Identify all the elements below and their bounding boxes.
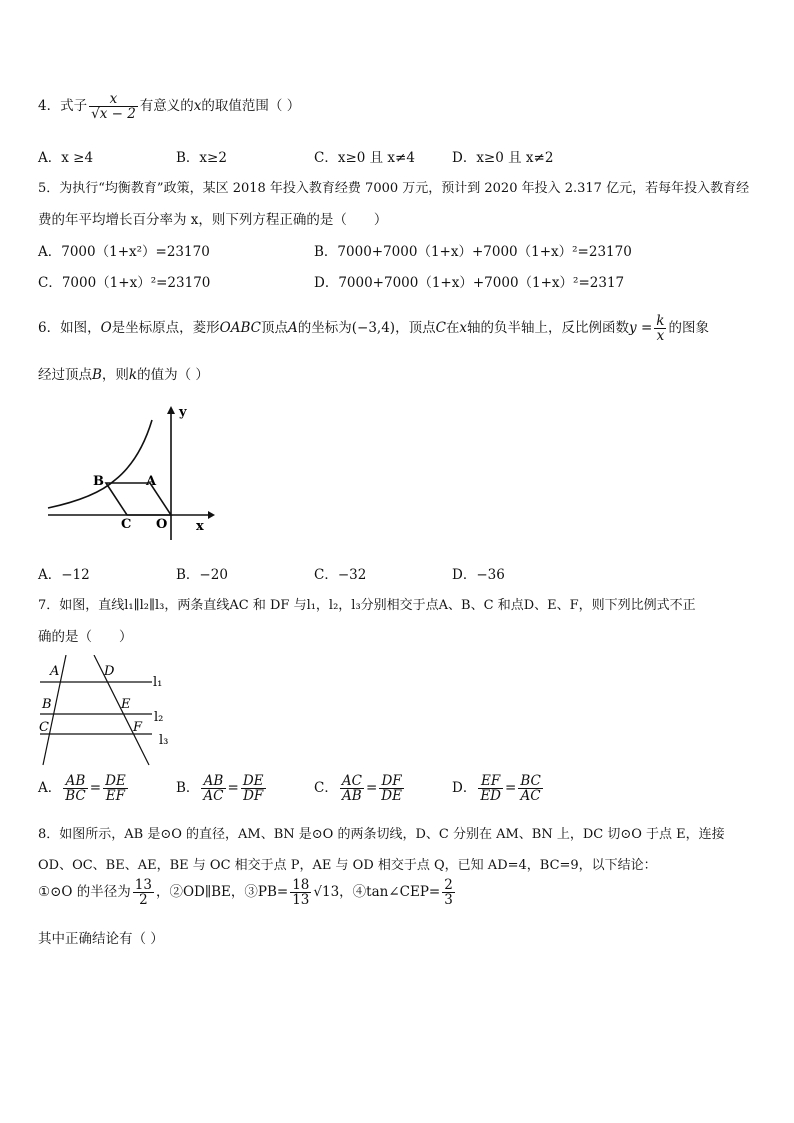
q7-label-l3: l₃ <box>159 733 169 748</box>
q7-option-d[interactable]: D． $\frac{EF}{ED}$ = $\frac{BC}{AC}$ <box>452 773 541 805</box>
q6-stem <box>38 314 709 343</box>
q7-a-d2: EF <box>105 788 126 805</box>
q8-line4: 其中正确结论有（ ） <box>38 931 164 947</box>
q7-label-l1: l₁ <box>153 675 163 690</box>
q7-d-d2: AC <box>520 788 541 805</box>
q7-b-d1: AC <box>203 788 224 805</box>
q6-var-k: k <box>128 367 138 383</box>
q5-option-a[interactable]: A．7000（1+x²）=23170 <box>38 244 210 260</box>
q7-b-label: B． <box>176 780 200 797</box>
q6-var-a: A <box>288 320 298 337</box>
q6-text-4: 的坐标为 <box>297 320 352 337</box>
q4-text-b: 的取值范围（ ） <box>201 98 301 115</box>
q7-d-n1: EF <box>478 774 503 789</box>
q4-frac-num: x <box>89 92 138 107</box>
q7-b-frac2 <box>241 774 266 803</box>
q7-a-n1: AB <box>63 774 88 789</box>
q7-c-d1: AB <box>342 788 362 805</box>
q5-line1: 5．为执行“均衡教育”政策，某区 2018 年投入教育经费 7000 万元，预计到 2020 年投入 2.317 亿元，若每年投入教育经 <box>38 181 750 196</box>
q8-c4-frac <box>442 878 455 907</box>
q7-label-d: D <box>104 664 115 679</box>
q6-text-3: 顶点 <box>261 320 288 337</box>
q4-option-b[interactable]: B．x≥2 <box>176 150 227 166</box>
q8-c3-num: 18 <box>292 877 310 893</box>
q7-label-e: E <box>121 697 131 712</box>
q8-c3-den: 13 <box>292 892 310 909</box>
q8-c1-num: 13 <box>134 877 152 893</box>
q5-line2: 费的年平均增长百分率为 x，则下列方程正确的是（ ） <box>38 212 388 228</box>
q7-b-d2: DF <box>243 788 264 805</box>
q4-var: x <box>193 98 202 115</box>
q7-label-f: F <box>133 720 143 735</box>
q6-line2-c: 的值为（ ） <box>137 367 209 383</box>
q6-label-a: A <box>146 474 157 489</box>
q6-option-d[interactable]: D．−36 <box>452 567 505 583</box>
q6-hyperbola <box>48 420 152 508</box>
q6-fraction <box>654 314 666 343</box>
q7-d-d1: ED <box>480 788 502 805</box>
q6-option-c[interactable]: C．−32 <box>314 567 367 583</box>
q6-y-arrow-icon <box>167 406 175 414</box>
q6-text-2: 是坐标原点，菱形 <box>111 320 220 337</box>
q7-b-frac1 <box>201 774 225 803</box>
q6-text-5: ，顶点 <box>395 320 436 337</box>
q8-c4-num: 2 <box>444 877 453 893</box>
q6-line2-a: 经过顶点 <box>38 367 92 383</box>
q7-label-l2: l₂ <box>154 710 164 725</box>
q4-option-a[interactable]: A．x ≥4 <box>38 150 94 166</box>
q7-label-b: B <box>42 697 52 712</box>
q7-d-label: D． <box>452 780 477 797</box>
q8-conclusions <box>38 878 457 907</box>
q7-c-label: C． <box>314 780 338 797</box>
q4-text-a: 有意义的 <box>139 98 194 115</box>
q7-option-a[interactable]: A． $\frac{AB}{BC}$ = $\frac{DE}{EF}$ <box>38 773 126 805</box>
q6-coord: (−3,4) <box>351 320 396 337</box>
q7-label-c: C <box>39 720 49 735</box>
q6-line2-b: ，则 <box>101 367 129 383</box>
q7-b-n1: AB <box>201 774 225 789</box>
q6-var-c: C <box>435 320 446 337</box>
q4-stem <box>38 92 300 121</box>
q8-line2: OD、OC、BE、AE，BE 与 OC 相交于点 P，AE 与 OD 相交于点 Q，已知 AD=4，BC=9，以下结论： <box>38 858 657 873</box>
q7-a-d1: BC <box>65 788 86 805</box>
q5-option-c[interactable]: C．7000（1+x）²=23170 <box>38 275 211 291</box>
q8-c1: ①⊙O 的半径为 <box>38 884 131 901</box>
q6-frac-num: k <box>656 313 665 329</box>
q6-y-eq: y = <box>629 320 653 337</box>
q6-var-o: O <box>100 320 112 337</box>
q7-a-frac2 <box>103 774 128 803</box>
q6-var-b: B <box>92 367 102 383</box>
q6-var-oabc: OABC <box>219 320 261 337</box>
q4-frac-den: √x − 2 <box>91 106 136 123</box>
q7-line2: 确的是（ ） <box>38 629 133 645</box>
q6-x-arrow-icon <box>208 511 215 519</box>
q7-a-frac1 <box>63 774 88 803</box>
q7-label-a: A <box>50 664 60 679</box>
q6-text-6: 在 <box>445 320 460 337</box>
q7-a-label: A． <box>38 780 62 797</box>
q8-c1-den: 2 <box>139 892 148 909</box>
q7-d-frac2 <box>518 774 543 803</box>
q6-text-1: 6．如图， <box>38 320 101 337</box>
q7-c-n2: DF <box>379 774 404 789</box>
q8-line1: 8．如图所示，AB 是⊙O 的直径，AM、BN 是⊙O 的两条切线，D、C 分别在 AM、BN 上，DC 切⊙O 于点 E，连接 <box>38 827 725 842</box>
q4-fraction <box>89 92 138 121</box>
q6-var-x: x <box>459 320 468 337</box>
q7-a-n2: DE <box>105 773 126 789</box>
q4-option-c[interactable]: C．x≥0 且 x≠4 <box>314 150 415 166</box>
q6-frac-den: x <box>656 328 665 345</box>
q6-label-c: C <box>121 517 132 532</box>
q7-d-n2: BC <box>520 773 541 789</box>
q6-label-x: x <box>196 519 204 534</box>
q5-option-b[interactable]: B．7000+7000（1+x）+7000（1+x）²=23170 <box>314 244 632 260</box>
q6-label-o: O <box>156 517 168 532</box>
q6-rhombus <box>106 483 171 515</box>
q7-option-b[interactable]: B． $\frac{AB}{AC}$ = $\frac{DE}{DF}$ <box>176 773 264 805</box>
q8-c3-frac <box>290 878 311 907</box>
q8-c1-frac <box>133 878 154 907</box>
q7-c-d2: DE <box>381 788 402 805</box>
q6-label-y: y <box>179 405 187 420</box>
q6-text-8: 的图象 <box>668 320 709 337</box>
q8-c2: ，②OD∥BE，③PB= <box>155 884 289 901</box>
q7-figure <box>36 655 171 767</box>
q8-c4: ，④tan∠CEP= <box>339 884 441 901</box>
q7-line1: 7．如图，直线l₁∥l₂∥l₃，两条直线AC 和 DF 与l₁，l₂，l₃分别相交于点A、B、C 和点D、E、F，则下列比例式不正 <box>38 598 696 613</box>
q5-option-d[interactable]: D．7000+7000（1+x）+7000（1+x）²=2317 <box>314 275 625 291</box>
q4-option-d[interactable]: D．x≥0 且 x≠2 <box>452 150 554 166</box>
q6-label-b: B <box>93 474 104 489</box>
q7-b-n2: DE <box>242 773 264 789</box>
q7-d-frac1 <box>478 774 503 803</box>
q6-option-b[interactable]: B．−20 <box>176 567 228 583</box>
q8-c4-den: 3 <box>444 892 453 909</box>
q8-c3-root: √13 <box>313 884 340 901</box>
q6-line2 <box>38 363 209 383</box>
q6-option-a[interactable]: A．−12 <box>38 567 90 583</box>
q7-c-frac1 <box>340 774 364 803</box>
q7-c-n1: AC <box>341 773 362 789</box>
q7-option-c[interactable]: C． $\frac{AC}{AB}$ = $\frac{DF}{DE}$ <box>314 773 402 805</box>
q4-number: 4．式子 <box>38 98 88 115</box>
q6-figure <box>40 400 215 545</box>
q6-text-7: 轴的负半轴上，反比例函数 <box>467 320 630 337</box>
q7-c-frac2 <box>379 774 404 803</box>
